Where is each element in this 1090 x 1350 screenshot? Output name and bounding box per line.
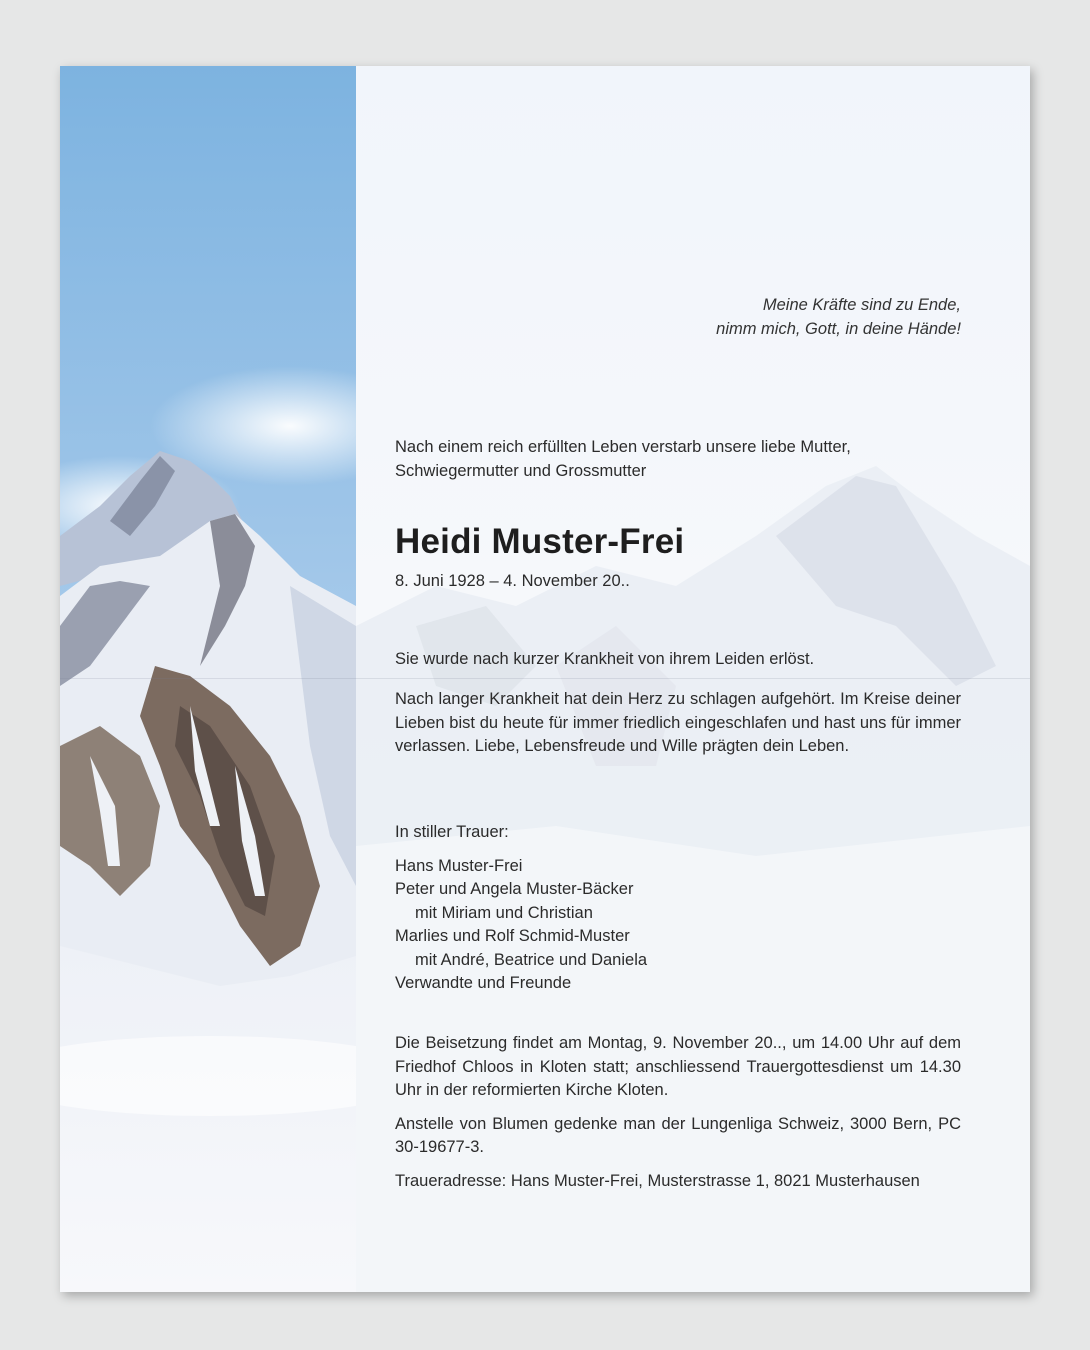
intro-line-1: Nach einem reich erfüllten Leben verstarb unsere liebe Mutter,	[395, 438, 851, 456]
intro-text	[395, 436, 961, 483]
mourner-line: Marlies und Rolf Schmid-Muster	[395, 927, 630, 945]
mourner-line: mit Miriam und Christian	[415, 903, 593, 922]
released-statement: Sie wurde nach kurzer Krankheit von ihrem Leiden erlöst.	[395, 650, 815, 668]
mourner-line: Peter und Angela Muster-Bäcker	[395, 880, 634, 898]
quote-line-1: Meine Kräfte sind zu Ende,	[762, 296, 961, 314]
mourners-heading: In stiller Trauer:	[395, 823, 509, 841]
mourners-list	[395, 821, 961, 996]
mountain-illustration	[60, 66, 356, 1292]
fold-line	[60, 678, 1030, 679]
quote-line-2: nimm mich, Gott, in deine Hände!	[716, 319, 961, 338]
life-dates: 8. Juni 1928 – 4. November 20..	[395, 572, 630, 590]
mountain-photo	[60, 66, 356, 1292]
mourner-line: Verwandte und Freunde	[395, 974, 572, 992]
funeral-details	[395, 1032, 961, 1203]
obituary-card	[60, 66, 1030, 1292]
mourner-line: mit André, Beatrice und Daniela	[415, 950, 648, 969]
epitaph-quote	[395, 294, 961, 341]
intro-line-2: Schwiegermutter und Grossmutter	[395, 461, 647, 480]
memorial-paragraph: Nach langer Krankheit hat dein Herz zu schlagen aufgehört. Im Kreise deiner Lieben bist du heute für immer friedlich eingeschlafen und hast uns für immer verlassen. Liebe, Lebensfreude und Wille prägten dein Leben.	[395, 690, 961, 755]
deceased-name: Heidi Muster-Frei	[395, 522, 685, 561]
mourner-line: Hans Muster-Frei	[395, 856, 523, 875]
mourning-address: Traueradresse: Hans Muster-Frei, Musterstrasse 1, 8021 Musterhausen	[395, 1171, 920, 1190]
donation-info: Anstelle von Blumen gedenke man der Lungenliga Schweiz, 3000 Bern, PC 30-19677-3.	[395, 1114, 961, 1156]
ceremony-info: Die Beisetzung findet am Montag, 9. November 20.., um 14.00 Uhr auf dem Friedhof Chloos in Kloten statt; anschliessend Trauergottesdienst um 14.30 Uhr in der reformierten Kirche Kloten.	[395, 1034, 961, 1099]
